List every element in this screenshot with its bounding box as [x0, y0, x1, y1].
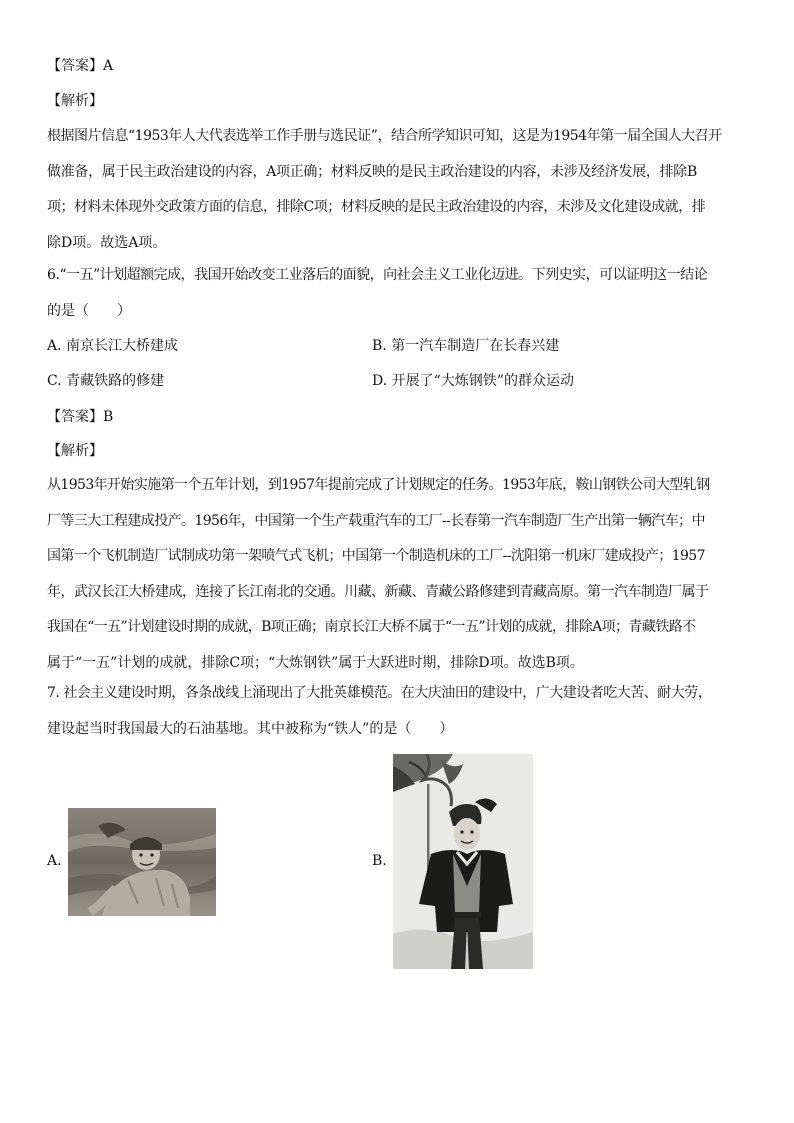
q5-answer-label: 【答案】A	[47, 58, 114, 74]
q6-analysis-line: 国第一个飞机制造厂试制成功第一架喷气式飞机；中国第一个制造机床的工厂--沈阳第一机床厂建成投产；1957	[47, 548, 705, 564]
q5-analysis-line: 除D项。故选A项。	[47, 234, 167, 251]
q5-analysis-line: 根据图片信息“1953年人大代表选举工作手册与选民证”，结合所学知识可知，这是为1954年第一届全国人大召开	[47, 128, 722, 144]
q5-analysis-text	[47, 119, 737, 261]
q6-analysis-line: 属于“一五”计划的成就，排除C项；“大炼钢铁”属于大跃进时期，排除D项。故选B项。	[47, 654, 584, 671]
q6-answer-label: 【答案】B	[47, 409, 114, 425]
q6-option-b: B. 第一汽车制造厂在长春兴建	[372, 338, 560, 354]
q7-option-a-label: A.	[47, 853, 62, 869]
q7-stem	[47, 676, 737, 747]
q6-analysis-text	[47, 468, 737, 681]
iron-man-photo	[393, 754, 533, 969]
q7-option-a-photo[interactable]	[68, 808, 216, 916]
q6-option-c: C. 青藏铁路的修建	[47, 373, 165, 389]
mud-worker-photo	[68, 808, 216, 916]
q6-analysis-label: 【解析】	[47, 443, 103, 459]
q5-analysis-line: 项；材料未体现外交政策方面的信息，排除C项；材料反映的是民主政治建设的内容，未涉及文化建设成就，排	[47, 199, 706, 215]
q5-analysis-label: 【解析】	[47, 93, 103, 109]
q7-option-b-label: B.	[372, 853, 387, 869]
q7-stem-line: 7. 社会主义建设时期，各条战线上涌现出了大批英雄模范。在大庆油田的建设中，广大建设者吃大苦、耐大劳，	[47, 685, 712, 701]
q6-analysis-line: 厂等三大工程建成投产。1956年，中国第一个生产载重汽车的工厂--长春第一汽车制造厂生产出第一辆汽车；中	[47, 512, 705, 529]
q6-stem-line: 6.“一五”计划超额完成，我国开始改变工业落后的面貌，向社会主义工业化迈进。下列史实，可以证明这一结论	[47, 267, 708, 283]
q6-option-d: D. 开展了“大炼钢铁”的群众运动	[372, 373, 574, 389]
q7-option-b-photo[interactable]	[393, 754, 533, 969]
q6-stem	[47, 258, 737, 329]
q6-analysis-line: 我国在“一五”计划建设时期的成就，B项正确；南京长江大桥不属于“一五”计划的成就，排除A项；青藏铁路不	[47, 619, 696, 635]
q7-stem-line: 建设起当时我国最大的石油基地。其中被称为“铁人”的是（ ）	[47, 720, 454, 737]
q6-stem-line: 的是（ ）	[47, 302, 131, 319]
q5-analysis-line: 做准备，属于民主政治建设的内容，A项正确；材料反映的是民主政治建设的内容，未涉及经济发展，排除B	[47, 163, 697, 180]
q6-option-a: A. 南京长江大桥建成	[47, 338, 179, 354]
q6-analysis-line: 年，武汉长江大桥建成，连接了长江南北的交通。川藏、新藏、青藏公路修建到青藏高原。第一汽车制造厂属于	[47, 583, 709, 600]
q6-analysis-line: 从1953年开始实施第一个五年计划，到1957年提前完成了计划规定的任务。1953年底，鞍山钢铁公司大型轧钢	[47, 477, 710, 493]
